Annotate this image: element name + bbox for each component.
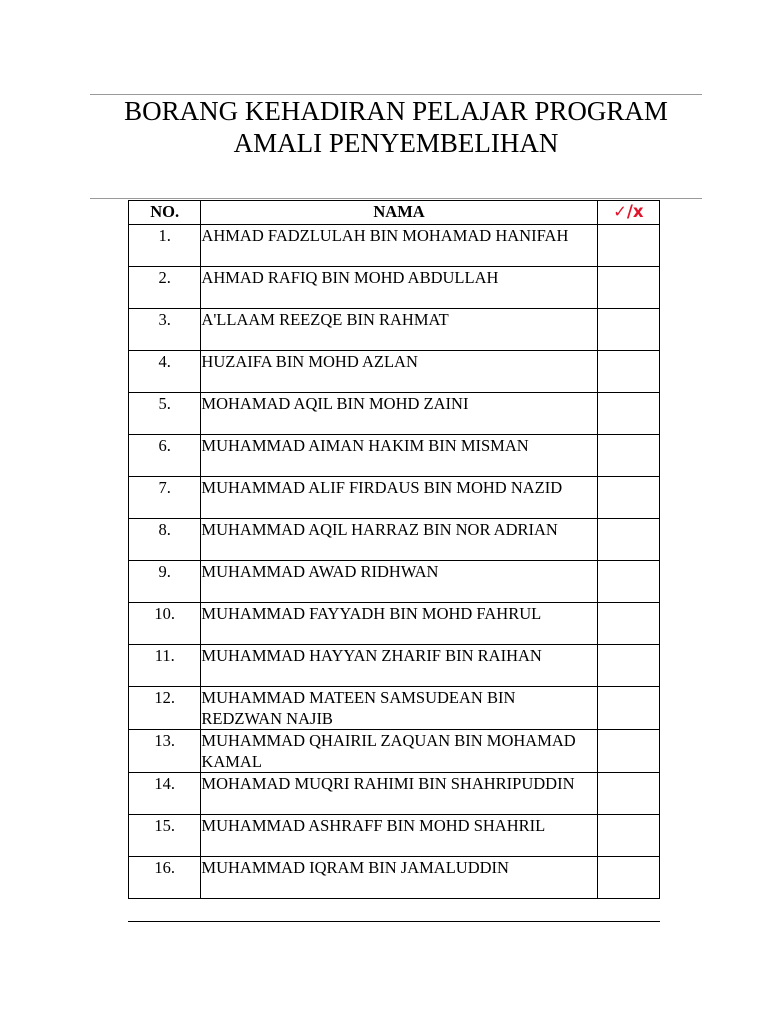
row-number: 10. <box>129 603 201 645</box>
table-row <box>129 687 660 730</box>
row-number: 5. <box>129 393 201 435</box>
row-number: 13. <box>129 730 201 773</box>
table-row <box>129 477 660 519</box>
row-number: 15. <box>129 815 201 857</box>
table-row <box>129 519 660 561</box>
student-name: MUHAMMAD AIMAN HAKIM BIN MISMAN <box>201 435 597 477</box>
header-divider-bottom <box>90 198 702 199</box>
row-number: 3. <box>129 309 201 351</box>
student-name: MUHAMMAD AWAD RIDHWAN <box>201 561 597 603</box>
table-row <box>129 857 660 899</box>
row-number: 12. <box>129 687 201 730</box>
row-number: 2. <box>129 267 201 309</box>
student-name: AHMAD FADZLULAH BIN MOHAMAD HANIFAH <box>201 225 597 267</box>
student-name: MUHAMMAD ASHRAFF BIN MOHD SHAHRIL <box>201 815 597 857</box>
student-name: MUHAMMAD FAYYADH BIN MOHD FAHRUL <box>201 603 597 645</box>
page-title <box>90 95 702 159</box>
attendance-mark-cell[interactable] <box>597 857 659 899</box>
row-number: 9. <box>129 561 201 603</box>
attendance-mark-cell[interactable] <box>597 477 659 519</box>
row-number: 1. <box>129 225 201 267</box>
attendance-mark-cell[interactable] <box>597 435 659 477</box>
student-name: MUHAMMAD QHAIRIL ZAQUAN BIN MOHAMAD KAMAL <box>201 730 597 773</box>
student-name: HUZAIFA BIN MOHD AZLAN <box>201 351 597 393</box>
attendance-mark-cell[interactable] <box>597 687 659 730</box>
table-header-row <box>129 201 660 225</box>
student-name: MOHAMAD AQIL BIN MOHD ZAINI <box>201 393 597 435</box>
row-number: 16. <box>129 857 201 899</box>
attendance-mark-cell[interactable] <box>597 561 659 603</box>
title-line-1: BORANG KEHADIRAN PELAJAR PROGRAM <box>124 96 668 126</box>
student-name: MUHAMMAD MATEEN SAMSUDEAN BIN REDZWAN NAJIB <box>201 687 597 730</box>
row-number: 11. <box>129 645 201 687</box>
table-row <box>129 730 660 773</box>
table-row <box>129 267 660 309</box>
table-row <box>129 645 660 687</box>
row-number: 4. <box>129 351 201 393</box>
header-no: NO. <box>129 201 201 225</box>
row-number: 8. <box>129 519 201 561</box>
student-name: MUHAMMAD HAYYAN ZHARIF BIN RAIHAN <box>201 645 597 687</box>
student-name: A'LLAAM REEZQE BIN RAHMAT <box>201 309 597 351</box>
row-number: 6. <box>129 435 201 477</box>
row-number: 14. <box>129 773 201 815</box>
attendance-mark-cell[interactable] <box>597 351 659 393</box>
footer-divider <box>128 921 660 922</box>
table-row <box>129 773 660 815</box>
student-name: AHMAD RAFIQ BIN MOHD ABDULLAH <box>201 267 597 309</box>
table-row <box>129 561 660 603</box>
student-name: MUHAMMAD IQRAM BIN JAMALUDDIN <box>201 857 597 899</box>
attendance-table <box>128 200 660 899</box>
attendance-rows <box>129 225 660 899</box>
table-row <box>129 435 660 477</box>
attendance-mark-cell[interactable] <box>597 645 659 687</box>
table-row <box>129 225 660 267</box>
table-row <box>129 351 660 393</box>
attendance-mark-cell[interactable] <box>597 815 659 857</box>
attendance-mark-cell[interactable] <box>597 730 659 773</box>
table-row <box>129 815 660 857</box>
attendance-mark-cell[interactable] <box>597 267 659 309</box>
row-number: 7. <box>129 477 201 519</box>
attendance-mark-cell[interactable] <box>597 225 659 267</box>
table-row <box>129 309 660 351</box>
attendance-mark-cell[interactable] <box>597 603 659 645</box>
table-row <box>129 393 660 435</box>
header-attendance-mark: ✓/x <box>597 201 659 225</box>
table-row <box>129 603 660 645</box>
attendance-mark-cell[interactable] <box>597 309 659 351</box>
attendance-mark-cell[interactable] <box>597 773 659 815</box>
student-name: MUHAMMAD ALIF FIRDAUS BIN MOHD NAZID <box>201 477 597 519</box>
student-name: MOHAMAD MUQRI RAHIMI BIN SHAHRIPUDDIN <box>201 773 597 815</box>
student-name: MUHAMMAD AQIL HARRAZ BIN NOR ADRIAN <box>201 519 597 561</box>
attendance-mark-cell[interactable] <box>597 519 659 561</box>
title-line-2: AMALI PENYEMBELIHAN <box>233 128 559 158</box>
attendance-mark-cell[interactable] <box>597 393 659 435</box>
header-name: NAMA <box>201 201 597 225</box>
